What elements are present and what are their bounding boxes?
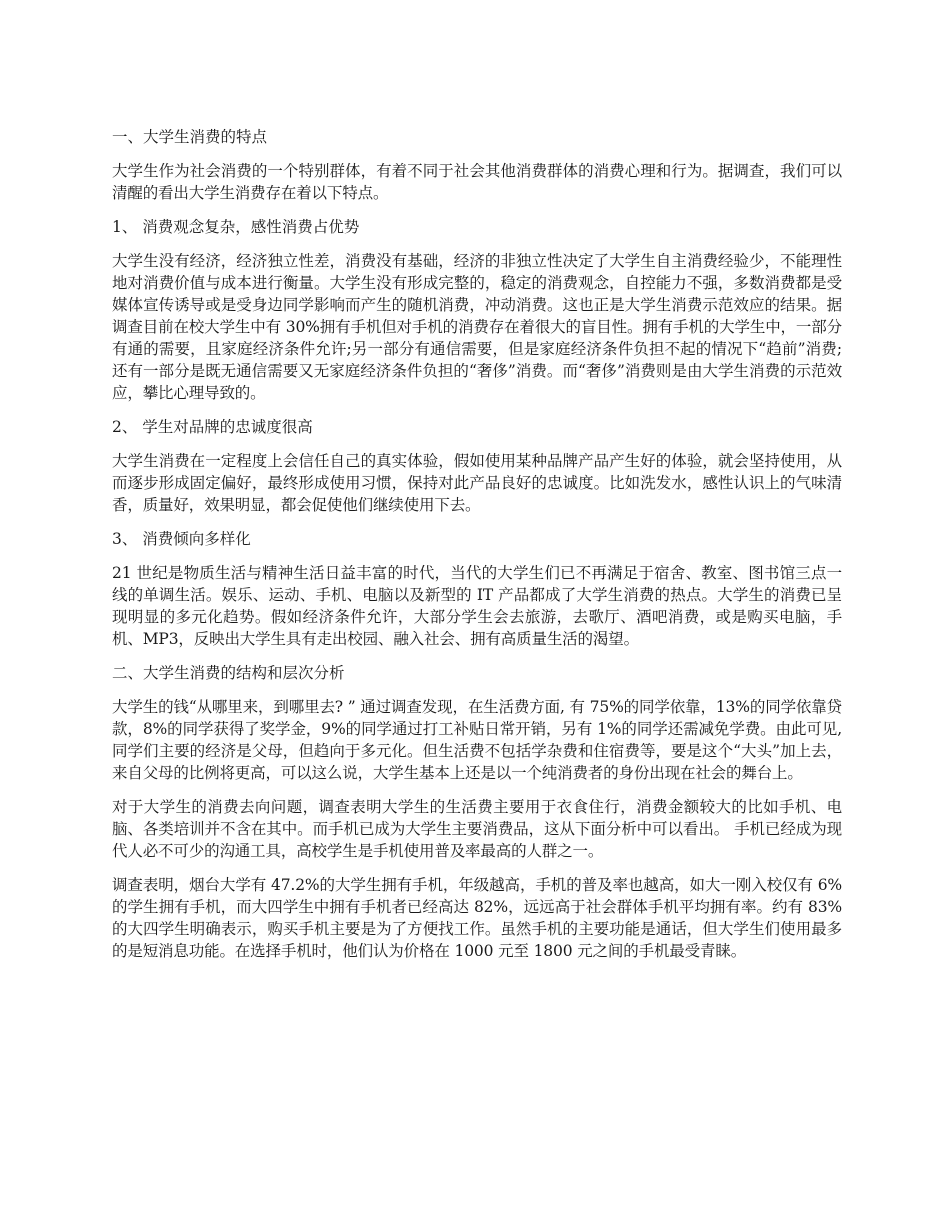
intro-paragraph: 大学生作为社会消费的一个特别群体，有着不同于社会其他消费群体的消费心理和行为。据调查，我们可以清醒的看出大学生消费存在着以下特点。 (112, 162, 842, 202)
section-heading-structure-analysis: 二、大学生消费的结构和层次分析 (112, 664, 345, 682)
subheading-consumption-concept: 1、 消费观念复杂，感性消费占优势 (112, 218, 360, 236)
section-heading-consumption-features: 一、大学生消费的特点 (112, 128, 268, 146)
document-page (112, 126, 842, 974)
spending-destination-paragraph: 对于大学生的消费去向问题，调查表明大学生的生活费主要用于衣食住行，消费金额较大的比如手机、电脑、各类培训并不含在其中。而手机已成为大学生主要消费品，这从下面分析中可以看出。 手机已经成为现代人必不可少的沟通工具，高校学生是手机使用普及率最高的人群之一。 (112, 798, 842, 860)
subheading-diversification: 3、 消费倾向多样化 (112, 530, 251, 548)
income-sources-paragraph: 大学生的钱“从哪里来，到哪里去? ” 通过调查发现，在生活费方面, 有 75%的同学依靠，13%的同学依靠贷款，8%的同学获得了奖学金，9%的同学通过打工补贴日常开销，另有 1%的同学还需减免学费。由此可见, 同学们主要的经济是父母，但趋向于多元化。但生活费不包括学杂费和住宿费等，要是这个“大头”加上去，来自父母的比例将更高，可以这么说，大学生基本上还是以一个纯消费者的身份出现在社会的舞台上。 (112, 698, 842, 782)
subheading-brand-loyalty: 2、 学生对品牌的忠诚度很高 (112, 418, 313, 436)
consumption-concept-paragraph: 大学生没有经济，经济独立性差，消费没有基础，经济的非独立性决定了大学生自主消费经验少，不能理性地对消费价值与成本进行衡量。大学生没有形成完整的，稳定的消费观念，自控能力不强，多数消费都是受媒体宣传诱导或是受身边同学影响而产生的随机消费，冲动消费。这也正是大学生消费示范效应的结果。据调查目前在校大学生中有 30%拥有手机但对手机的消费存在着很大的盲目性。拥有手机的大学生中，一部分有通的需要，且家庭经济条件允许;另一部分有通信需要，但是家庭经济条件负担不起的情况下“趋前”消费;还有一部分是既无通信需要又无家庭经济条件负担的“奢侈”消费。而“奢侈”消费则是由大学生消费的示范效应，攀比心理导致的。 (112, 252, 842, 402)
brand-loyalty-paragraph: 大学生消费在一定程度上会信任自己的真实体验，假如使用某种品牌产品产生好的体验，就会坚持使用，从而逐步形成固定偏好，最终形成使用习惯，保持对此产品良好的忠诚度。比如洗发水，感性认识上的气味清香，质量好，效果明显，都会促使他们继续使用下去。 (112, 452, 842, 514)
diversification-paragraph: 21 世纪是物质生活与精神生活日益丰富的时代，当代的大学生们已不再满足于宿舍、教室、图书馆三点一线的单调生活。娱乐、运动、手机、电脑以及新型的 IT 产品都成了大学生消费的热点。大学生的消费已呈现明显的多元化趋势。假如经济条件允许，大部分学生会去旅游，去歌厅、酒吧消费，或是购买电脑，手机、MP3，反映出大学生具有走出校园、融入社会、拥有高质量生活的渴望。 (112, 564, 842, 648)
mobile-phone-survey-paragraph: 调查表明，烟台大学有 47.2%的大学生拥有手机，年级越高，手机的普及率也越高，如大一刚入校仅有 6%的学生拥有手机，而大四学生中拥有手机者已经高达 82%，远远高于社会群体手机平均拥有率。约有 83%的大四学生明确表示，购买手机主要是为了方便找工作。虽然手机的主要功能是通话，但大学生们使用最多的是短消息功能。在选择手机时，他们认为价格在 1000 元至 1800 元之间的手机最受青睐。 (112, 876, 842, 960)
